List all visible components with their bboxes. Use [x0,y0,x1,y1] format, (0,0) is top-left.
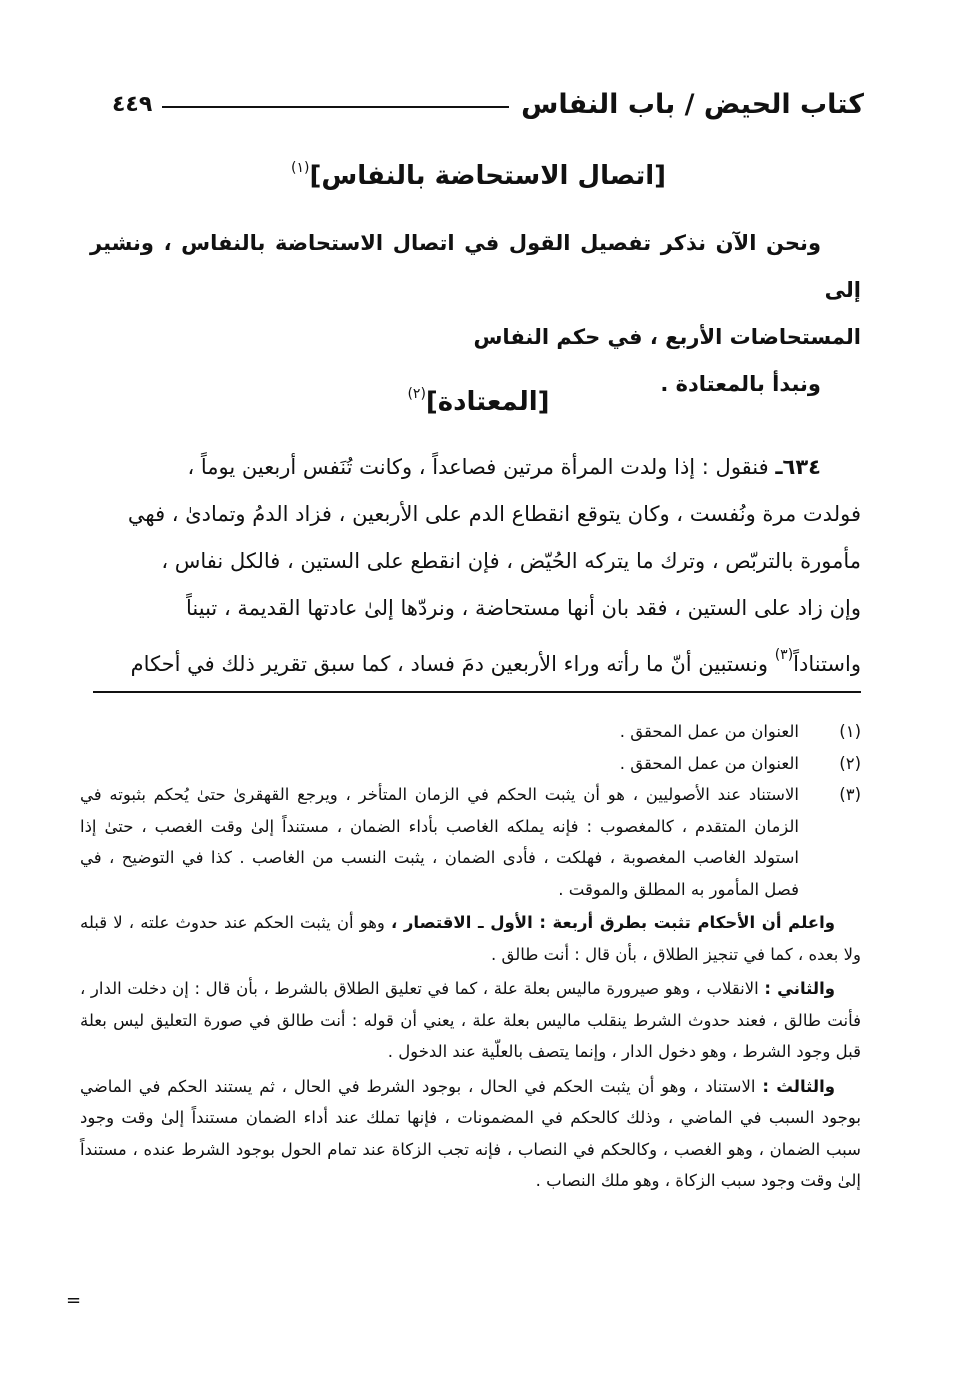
footnote-1 [80,716,861,748]
intro-line: ونبدأ بالمعتادة . [660,372,821,396]
paragraph-number: ٦٣٤ـ [775,455,821,479]
header-title: كتاب الحيض / باب النفاس [521,88,864,120]
section-title-text: [اتصال الاستحاضة بالنفاس] [309,161,667,191]
main-line-text: فنقول : إذا ولدت المرأة مرتين فصاعداً ، وكانت تُنَفس أربعين يوماً ، [187,455,769,479]
section-title-mutada [0,386,957,417]
footnote-bold-lead: والثالث : [762,1076,836,1096]
header-rule [162,106,509,108]
footnote-text: الاستناد ، وهو أن يثبت الحكم في الحال ، بوجود الشرط في الحال ، ثم يستند الحكم في الماضي بوجود السبب في الماضي ، وذلك كالحكم في المضمونات ، فإنها تملك عند أداء الضمان مستنداً إلىٰ وقت وجود سبب الضمان ، وهو الغصب ، وكالحكم في النصاب ، فإنه تجب الزكاة عند تمام الحول بوجود الشرط عنده ، مستنداً إلىٰ وقت وجود سبب الزكاة ، وهو ملك النصاب . [80,1076,861,1190]
footnote-ref: (٣) [774,647,794,663]
main-line: مأمورة بالتربّص ، وترك ما يتركه الحُيّض ، فإن انقطع على الستين ، فالكل نفاس ، [161,549,861,573]
page-number: ٤٤٩ [112,91,153,117]
footnote-3-paragraph [80,973,861,1068]
footnote-3-paragraph [80,907,861,970]
main-line [90,444,861,491]
footnote-text: وهو أن يثبت الحكم عند حدوث علته ، لا قبله ولا بعده ، كما في تنجيز الطلاق ، بأن قال : أنت طالق . [80,913,861,964]
main-line: وإن زاد على الستين ، فقد بان أنها مستحاضة ، ونردّها إلىٰ عادتها القديمة ، تبيناً [186,596,861,620]
footnote-3 [80,779,861,905]
footnote-bold-lead: والثاني : [764,979,836,998]
footnotes [80,716,861,1197]
running-header [112,82,864,126]
main-line [90,632,861,688]
footnote-number: (٣) [839,785,861,804]
footnote-bold-lead: واعلم أن الأحكام تثبت بطرق أربعة : الأول ـ الاقتصار ، [391,913,835,932]
intro-line: ونحن الآن نذكر تفصيل القول في اتصال الاستحاضة بالنفاس ، ونشير إلى [90,231,861,302]
section-title-text: [المعتادة] [425,387,550,417]
main-paragraph [90,444,861,688]
intro-line: المستحاضات الأربع ، في حكم النفاس [473,325,861,349]
continuation-mark: = [66,1290,82,1311]
footnote-number: (١) [839,722,861,741]
footnote-ref: (١) [290,160,310,176]
footnote-number: (٢) [839,753,861,773]
footnote-text: العنوان من عمل المحقق . [619,722,799,741]
main-line-text: ونستبين أنّ ما رأته وراء الأربعين دمَ فساد ، كما سبق تقرير ذلك في أحكام [130,652,768,676]
section-title-istihada [0,160,957,191]
footnote-ref: (٢) [407,386,426,402]
footnote-text: الانقلاب ، وهو صيرورة ماليس بعلة علة ، كما في تعليق الطلاق بالشرط ، بأن قال : إن دخلت الدار ، فأنت طالق ، فعند حدوث الشرط ينقلب ماليس بعلة علة ، يعني أن قوله : أنت طالق في صورة التعليق ليس بعلة قبل وجود الشرط ، وهو دخول الدار ، وإنما يتصف بالعلّية عند الدخول . [80,979,861,1061]
main-line: فولدت مرة ونُفست ، وكان يتوقع انقطاع الدم على الأربعين ، فزاد الدمُ وتمادىٰ ، فهي [127,502,861,526]
intro-paragraph [90,220,861,408]
footnote-2 [80,748,861,780]
footnote-3-paragraph [80,1071,861,1197]
footnote-text: العنوان من عمل المحقق . [619,753,799,773]
main-line-text: واستناداً [793,652,861,676]
footnote-separator [93,691,861,693]
footnote-text: الاستناد عند الأصوليين ، هو أن يثبت الحكم في الزمان المتأخر ، ويرجع القهقرىٰ حتىٰ يُحكم بثبوته في الزمان المتقدم ، كالمغصوب : فإنه يملكه الغاصب بأداء الضمان ، مستنداً إلىٰ وقت الغصب ، حتىٰ إذا استولد الغاصب المغصوبة ، فهلكت ، فأدى الضمان ، يثبت النسب من الغاصب . كذا في التوضيح ، في فصل المأمور به المطلق والموقت . [80,785,799,899]
